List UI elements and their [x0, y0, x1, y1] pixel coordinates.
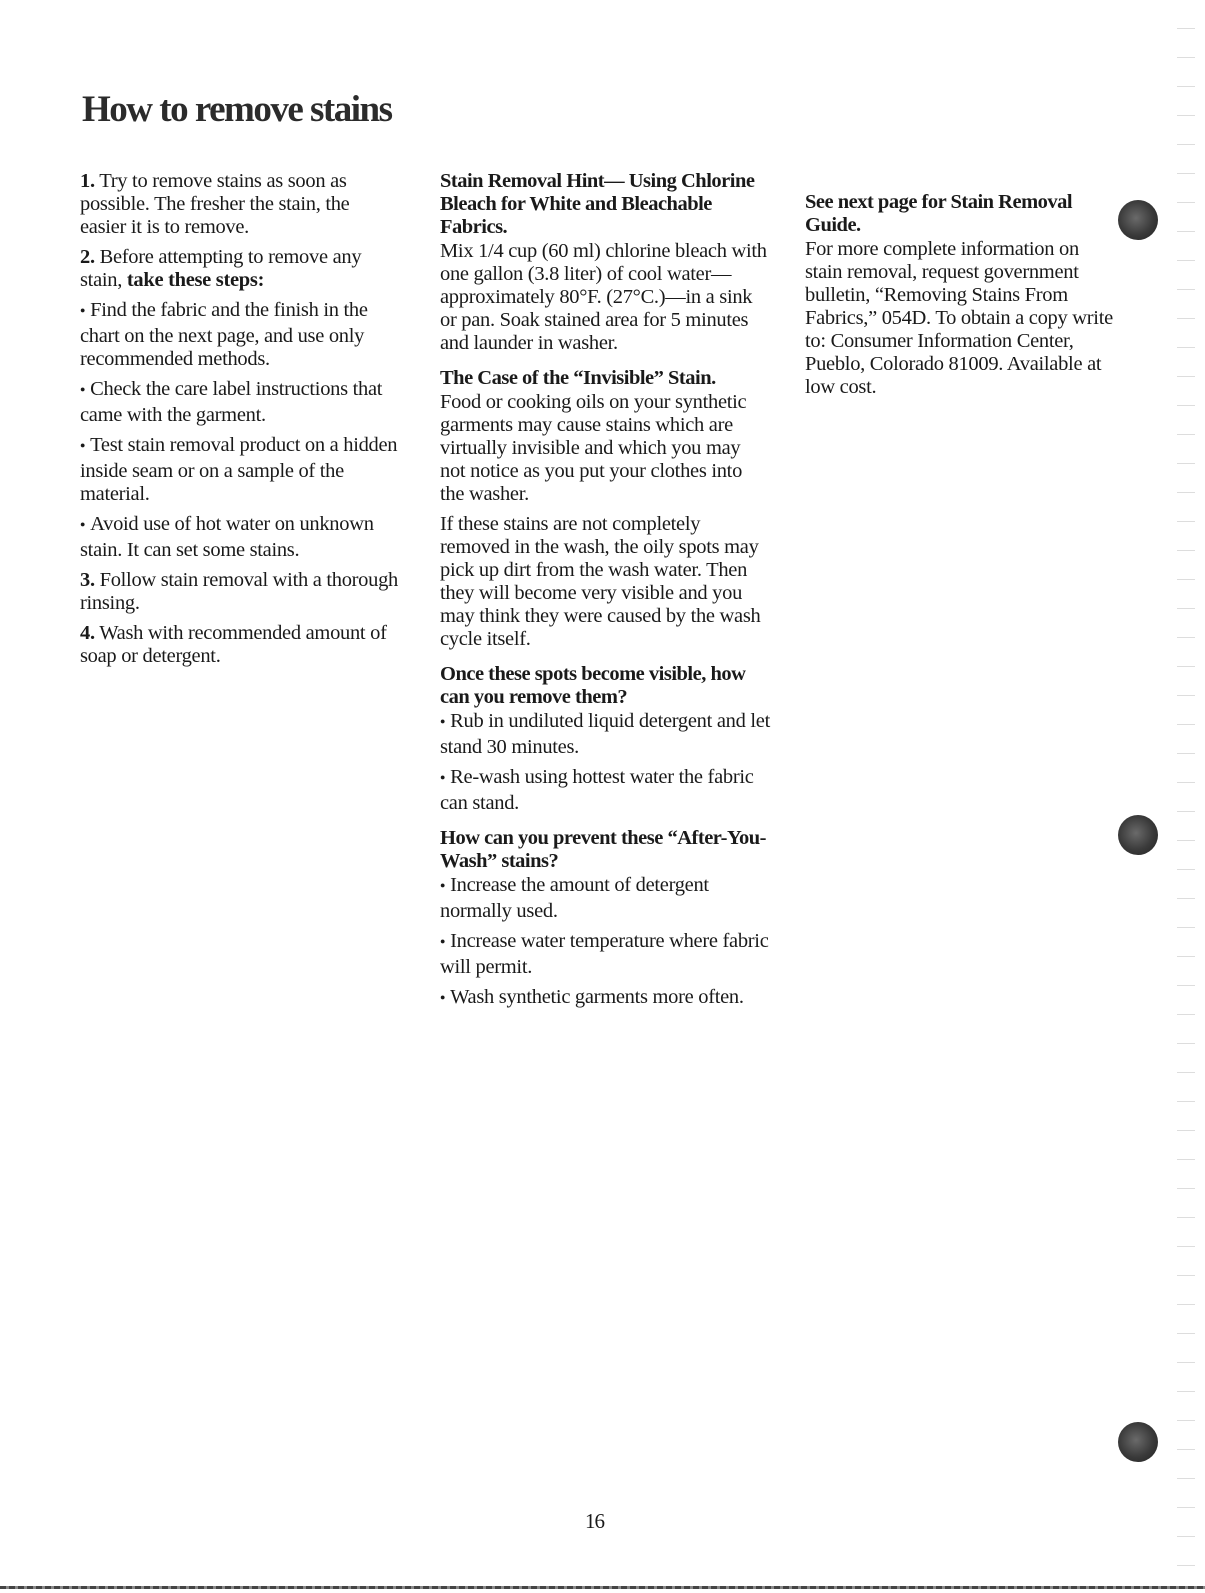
step-4: 4. Wash with recommended amount of soap or detergent. [80, 622, 387, 667]
column-steps [80, 170, 400, 675]
step-2: 2. Before attempting to remove any stain, take these steps: [80, 246, 362, 291]
column-guide [805, 191, 1115, 406]
invisible-stain-body-2: If these stains are not completely removed in the wash, the oily spots may pick up dirt from the wash water. Then they will become very visible and you may think they were caused by the wash cycle itself. [440, 513, 761, 650]
guide-body: For more complete information on stain removal, request government bulletin, “Removing Stains From Fabrics,” 054D. To obtain a copy write to: Consumer Information Center, Pueblo, Colorado 81009. Available at low cost. [805, 238, 1113, 398]
invisible-stain-body-1: Food or cooking oils on your synthetic garments may cause stains which are virtually invisible and which you may not notice as you put your clothes into the washer. [440, 391, 747, 505]
step-bullet: ● Check the care label instructions that came with the garment. [80, 378, 400, 427]
scan-bottom-edge [0, 1586, 1205, 1589]
step-bullet: ● Test stain removal product on a hidden inside seam or on a sample of the material. [80, 434, 400, 506]
prevent-bullet: ● Wash synthetic garments more often. [440, 986, 770, 1012]
prevent-bullet: ● Increase water temperature where fabric will permit. [440, 930, 770, 979]
remove-bullet: ● Rub in undiluted liquid detergent and let stand 30 minutes. [440, 710, 770, 759]
remove-spots-heading: Once these spots become visible, how can you remove them? [440, 663, 746, 708]
page-title: How to remove stains [82, 89, 392, 130]
invisible-stain-heading: The Case of the “Invisible” Stain. [440, 367, 716, 389]
guide-heading: See next page for Stain Removal Guide. [805, 191, 1073, 236]
bleach-hint-heading: Stain Removal Hint— Using Chlorine Bleach for White and Bleachable Fabrics. [440, 170, 755, 238]
prevent-stains-heading: How can you prevent these “After-You-Wash” stains? [440, 827, 766, 872]
bleach-hint-body: Mix 1/4 cup (60 ml) chlorine bleach with one gallon (3.8 liter) of cool water—approximately 80°F. (27°C.)—in a sink or pan. Soak stained area for 5 minutes and launder in washer. [440, 240, 767, 354]
binder-hole-bottom [1118, 1422, 1158, 1462]
page-number: 16 [585, 1509, 604, 1533]
column-hints [440, 170, 770, 1019]
binder-hole-middle [1118, 815, 1158, 855]
step-3: 3. Follow stain removal with a thorough rinsing. [80, 569, 398, 614]
step-bullet: ● Avoid use of hot water on unknown stain. It can set some stains. [80, 513, 400, 562]
step-1: 1. Try to remove stains as soon as possible. The fresher the stain, the easier it is to remove. [80, 170, 350, 238]
binder-hole-top [1118, 200, 1158, 240]
scan-edge-marks [1177, 0, 1195, 1593]
step-bullet: ● Find the fabric and the finish in the chart on the next page, and use only recommended methods. [80, 299, 400, 371]
remove-bullet: ● Re-wash using hottest water the fabric can stand. [440, 766, 770, 815]
prevent-bullet: ● Increase the amount of detergent normally used. [440, 874, 770, 923]
